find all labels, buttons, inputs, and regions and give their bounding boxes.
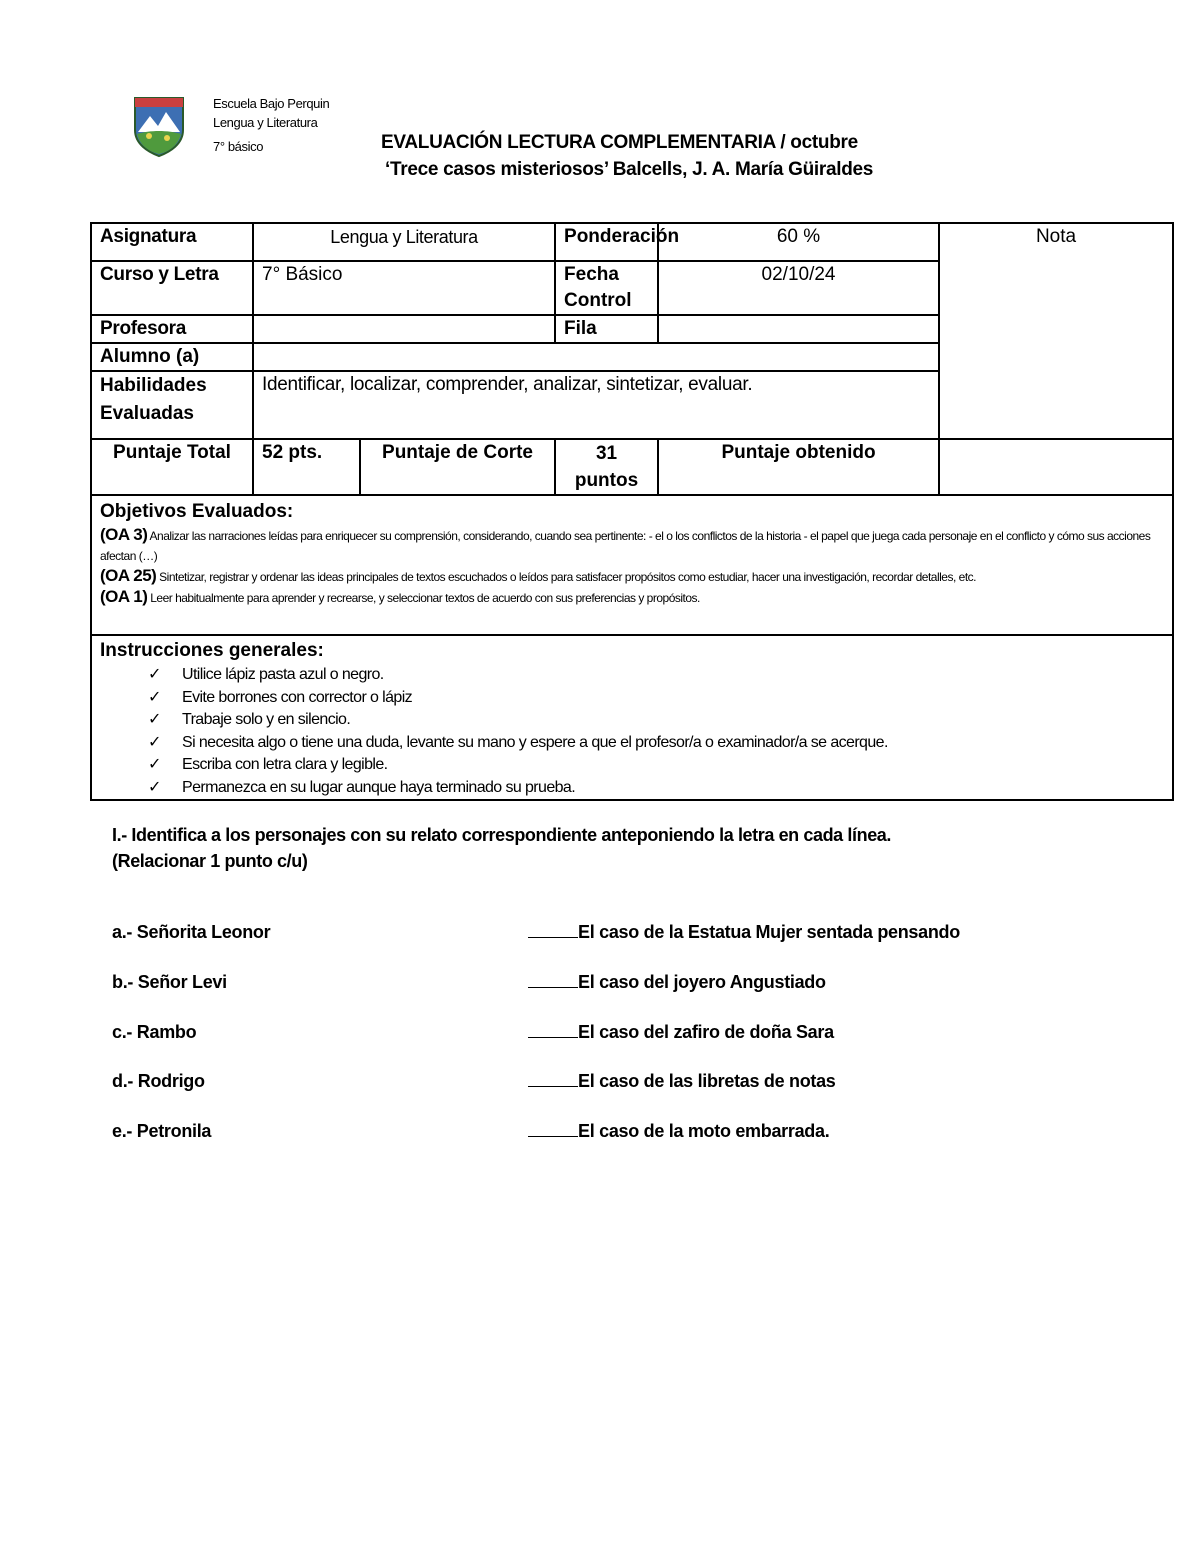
instruction-item: ✓ Trabaje solo y en silencio.: [148, 709, 1164, 732]
answer-blank[interactable]: [528, 922, 578, 938]
question-1-scoring: (Relacionar 1 punto c/u): [112, 851, 308, 871]
asignatura-label: Asignatura: [91, 223, 253, 261]
objective-item: [100, 566, 1164, 587]
story-item[interactable]: El caso de la moto embarrada.: [528, 1121, 829, 1142]
check-icon: ✓: [148, 756, 161, 773]
page-subtitle: ‘Trece casos misteriosos’ Balcells, J. A. María Güiraldes: [385, 159, 874, 180]
ponderacion-label: Ponderación: [555, 223, 658, 261]
curso-label: Curso y Letra: [91, 261, 253, 315]
question-1-title: [112, 822, 1112, 874]
ponderacion-value: 60 %: [658, 223, 939, 261]
instructions-title: Instrucciones generales:: [100, 640, 324, 661]
puntaje-total-value: 52 pts.: [253, 439, 360, 495]
objective-tag: (OA 3): [100, 525, 148, 544]
objective-tag: (OA 1): [100, 587, 148, 606]
puntaje-total-label: Puntaje Total: [91, 439, 253, 495]
objectives-title: Objetivos Evaluados:: [100, 501, 294, 522]
school-grade: 7° básico: [213, 139, 264, 154]
objective-tag: (OA 25): [100, 566, 157, 585]
school-name: Escuela Bajo Perquin: [213, 96, 330, 111]
profesora-label: Profesora: [91, 315, 253, 343]
info-table: [90, 222, 1174, 801]
check-icon: ✓: [148, 666, 161, 683]
instructions-list: [100, 664, 1164, 799]
character-item: c.- Rambo: [112, 1022, 197, 1042]
objective-text: Analizar las narraciones leídas para enriquecer su comprensión, considerando, cuando sea pertinente: - el o los conflictos de la historia - el papel que juega cada personaje en el conflicto y cómo sus acciones afectan (…): [100, 529, 1151, 563]
instruction-item: ✓ Si necesita algo o tiene una duda, levante su mano y espere a que el profesor/a o examinador/a se acerque.: [148, 732, 1164, 755]
story-item[interactable]: El caso de las libretas de notas: [528, 1071, 836, 1092]
habilidades-label-2: Evaluadas: [100, 403, 194, 424]
character-item: a.- Señorita Leonor: [112, 922, 271, 942]
habilidades-label-1: Habilidades: [100, 375, 207, 396]
puntaje-corte-value: 31: [595, 443, 618, 464]
story-item[interactable]: El caso del zafiro de doña Sara: [528, 1022, 834, 1043]
instructions-cell: [91, 635, 1173, 800]
character-item: b.- Señor Levi: [112, 972, 227, 992]
profesora-value[interactable]: [253, 315, 555, 343]
answer-blank[interactable]: [528, 1022, 578, 1038]
fila-label: Fila: [555, 315, 658, 343]
instruction-item: ✓ Evite borrones con corrector o lápiz: [148, 687, 1164, 710]
puntaje-corte-label: Puntaje de Corte: [360, 439, 555, 495]
question-1-instruction: I.- Identifica a los personajes con su relato correspondiente anteponiendo la letra en cada línea.: [112, 825, 892, 845]
habilidades-value: Identificar, localizar, comprender, analizar, sintetizar, evaluar.: [253, 371, 939, 439]
objective-text: Leer habitualmente para aprender y recrearse, y seleccionar textos de acuerdo con sus preferencias y propósitos.: [150, 591, 700, 605]
check-icon: ✓: [148, 733, 161, 751]
fecha-label: Fecha Control: [555, 261, 658, 315]
answer-blank[interactable]: [528, 1071, 578, 1087]
check-icon: ✓: [148, 778, 161, 796]
objectives-cell: [91, 495, 1173, 635]
school-shield-icon: [132, 96, 186, 158]
character-item: d.- Rodrigo: [112, 1071, 205, 1091]
story-item[interactable]: El caso de la Estatua Mujer sentada pensando: [528, 922, 960, 943]
alumno-label: Alumno (a): [91, 343, 253, 371]
instruction-item: ✓ Permanezca en su lugar aunque haya terminado su prueba.: [148, 777, 1164, 800]
nota-label: Nota: [939, 223, 1173, 439]
school-logo: [132, 96, 186, 158]
instruction-item: ✓ Escriba con letra clara y legible.: [148, 754, 1164, 777]
character-item: e.- Petronila: [112, 1121, 212, 1141]
instruction-item: ✓ Utilice lápiz pasta azul o negro.: [148, 664, 1164, 687]
puntaje-corte-unit: puntos: [574, 470, 639, 491]
asignatura-value: Lengua y Literatura: [253, 223, 555, 261]
alumno-value[interactable]: [253, 343, 939, 371]
answer-blank[interactable]: [528, 972, 578, 988]
check-icon: ✓: [148, 688, 161, 706]
fecha-value: 02/10/24: [658, 261, 939, 315]
fila-value[interactable]: [658, 315, 939, 343]
objective-text: Sintetizar, registrar y ordenar las ideas principales de textos escuchados o leídos para satisfacer propósitos como estudiar, hacer una investigación, recordar detalles, etc.: [159, 570, 976, 584]
school-subject: Lengua y Literatura: [213, 115, 318, 130]
puntaje-obtenido-value[interactable]: [939, 439, 1173, 495]
page-title: EVALUACIÓN LECTURA COMPLEMENTARIA / octubre: [381, 132, 858, 153]
curso-value: 7° Básico: [253, 261, 555, 315]
objective-item: [100, 587, 1164, 608]
objective-item: [100, 525, 1164, 566]
puntaje-obtenido-label: Puntaje obtenido: [658, 439, 939, 495]
check-icon: ✓: [148, 711, 161, 728]
answer-blank[interactable]: [528, 1121, 578, 1137]
story-item[interactable]: El caso del joyero Angustiado: [528, 972, 826, 993]
